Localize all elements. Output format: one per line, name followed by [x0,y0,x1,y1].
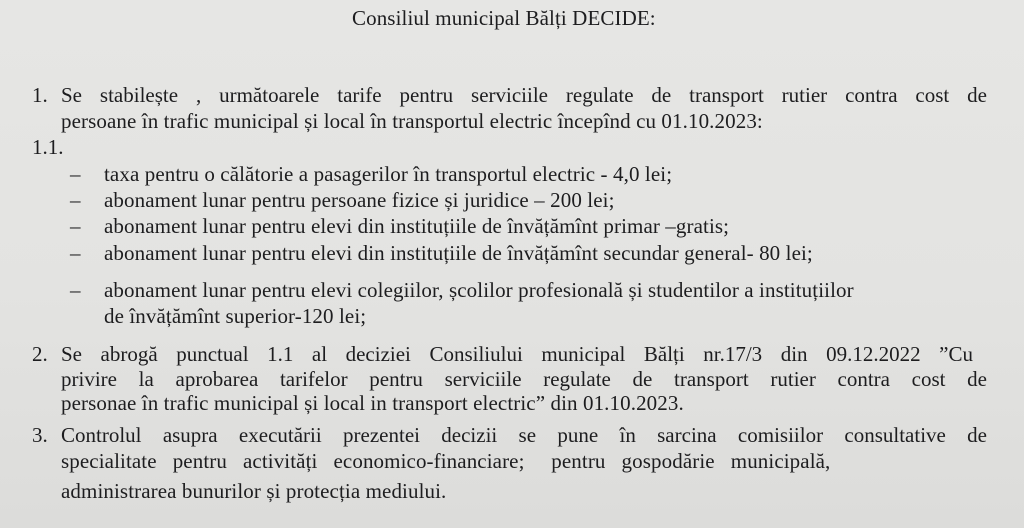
tariff-item-1: taxa pentru o călătorie a pasagerilor în transportul electric - 4,0 lei; [104,162,673,186]
item3-line2: specialitate pentru activități economico-financiare; pentru gospodărie municipală, [61,449,831,473]
item1-number: 1. [32,83,48,107]
dash-2: – [70,188,81,212]
dash-3: – [70,214,81,238]
dash-4: – [70,241,81,265]
item2-line2: privire la aprobarea tarifelor pentru serviciile regulate de transport rutier contra cost de [61,367,987,391]
decision-title: Consiliul municipal Bălți DECIDE: [352,6,656,30]
tariff-item-2: abonament lunar pentru persoane fizice și juridice – 200 lei; [104,188,615,212]
dash-1: – [70,162,81,186]
tariff-item-5-cont: de învățămînt superior-120 lei; [104,304,367,328]
item2-line1: Se abrogă punctual 1.1 al deciziei Consiliului municipal Bălți nr.17/3 din 09.12.2022 ”Cu [61,342,973,366]
subitem-number: 1.1. [32,135,64,159]
tariff-item-5: abonament lunar pentru elevi colegiilor, școlilor profesională și studentilor a instituțiilor [104,278,854,302]
item2-line3: personae în trafic municipal și local in transport electric” din 01.10.2023. [61,391,684,415]
tariff-item-3: abonament lunar pentru elevi din instituțiile de învățămînt primar –gratis; [104,214,730,238]
item1-line2: persoane în trafic municipal și local în transportul electric începînd cu 01.10.2023: [61,109,763,133]
dash-5: – [70,278,81,302]
item3-line1: Controlul asupra executării prezentei decizii se pune în sarcina comisiilor consultative de [61,423,987,447]
item3-line3: administrarea bunurilor și protecția mediului. [61,479,447,503]
item1-line1: Se stabilește , următoarele tarife pentru serviciile regulate de transport rutier contra cost de [61,83,987,107]
tariff-item-4: abonament lunar pentru elevi din instituțiile de învățămînt secundar general- 80 lei; [104,241,813,265]
item2-number: 2. [32,342,48,366]
item3-number: 3. [32,423,48,447]
